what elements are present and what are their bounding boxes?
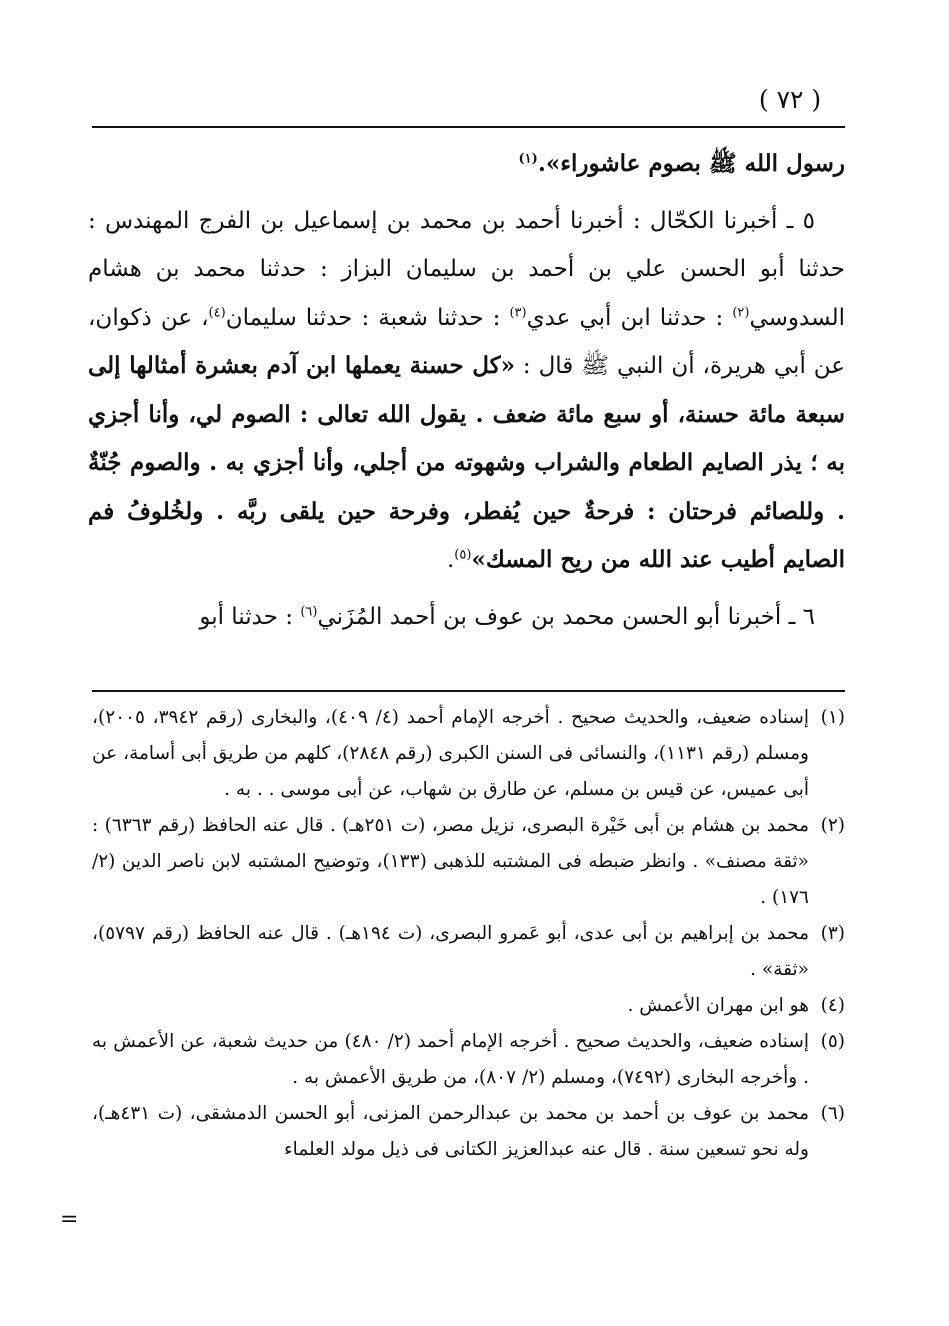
footnote-text: محمد بن هشام بن أبى خَيْرة البصرى، نزيل مصر، (ت ٢٥١هـ) . قال عنه الحافظ (رقم ٦٣٦٣) : «ثقة مصنف» . وانظر ضبطه فى المشتبه للذهبى (١٣٣)، وتوضيح المشتبه لابن ناصر الدين (٢/ ١٧٦) .: [92, 815, 809, 908]
hadith-5-isnad-d: ، عن ذكوان، عن أبي هريرة، أن النبي ﷺ قال :: [88, 304, 846, 379]
page-number: ( ٧٢ ): [758, 85, 822, 114]
hadith-5-matn: «كل حسنة يعملها ابن آدم بعشرة أمثالها إلى سبعة مائة حسنة، أو سبع مائة ضعف . يقول الله تعالى : الصوم لي، وأنا أجزي به ؛ يذر الصايم الطعام والشراب وشهوته من أجلي، وأنا أجزي به . والصوم جُنّةٌ . وللصائم فرحتان : فرحةٌ حين يُفطر، وفرحة حين يلقى ربَّه . ولخُلوفُ فم الصايم أطيب عند الله من ريح المسك»: [88, 352, 845, 573]
header-rule: [92, 126, 845, 128]
footnote-rule: [92, 690, 845, 692]
footnote-text: هو ابن مهران الأعمش .: [627, 995, 809, 1016]
footnote-ref-5: (٥): [454, 547, 472, 563]
footnote-ref-2: (٢): [732, 304, 750, 320]
hadith-5: ٥ ـ أخبرنا الكحّال : أخبرنا أحمد بن محمد بن إسماعيل بن الفرج المهندس : حدثنا أبو الحسن علي بن أحمد بن سليمان البزاز : حدثنا محمد بن هشام السدوسي$^{(٢)}$ : حدثنا ابن أبي عدي$^{(٣)}$ : حدثنا شعبة : حدثنا سليمان$^{(٤)}$، عن ذكوان، عن أبي هريرة، أن النبي ﷺ قال : «كل حسنة يعملها ابن آدم بعشرة أمثالها إلى سبعة مائة حسنة، أو سبع مائة ضعف . يقول الله تعالى : الصوم لي، وأنا أجزي به ؛ يذر الصايم الطعام والشراب وشهوته من أجلي، وأنا أجزي به . والصوم جُنّةٌ . وللصائم فرحتان : فرحةٌ حين يُفطر، وفرحة حين يلقى ربَّه . ولخُلوفُ فم الصايم أطيب عند الله من ريح المسك»$^{(٥)}$.: [88, 207, 846, 573]
footnote-text: محمد بن عوف بن أحمد بن محمد بن عبدالرحمن المزنى، أبو الحسن الدمشقى، (ت ٤٣١هـ)، وله نحو تسعين سنة . قال عنه عبدالعزيز الكتانى فى ذيل مولد العلماء: [92, 1103, 809, 1160]
footnote-6: [92, 1096, 845, 1168]
footnote-3: [92, 916, 845, 988]
main-line-0-text: رسول الله ﷺ بصوم عاشوراء».: [537, 150, 845, 177]
hadith-6: [88, 593, 845, 642]
footnote-number: (٥): [820, 1031, 845, 1052]
footnote-text: إسناده ضعيف، والحديث صحيح . أخرجه الإمام أحمد (٢/ ٤٨٠) من حديث شعبة، عن الأعمش به . وأخرجه البخارى (٧٤٩٢)، ومسلم (٢/ ٨٠٧)، من طريق الأعمش به .: [92, 1031, 809, 1088]
main-line-0: [88, 140, 845, 189]
footnote-ref-6: (٦): [300, 603, 318, 619]
footnote-text: إسناده ضعيف، والحديث صحيح . أخرجه الإمام أحمد (٤/ ٤٠٩)، والبخارى (رقم ٣٩٤٢، ٢٠٠٥)، ومسلم (رقم ١١٣١)، والنسائى فى السنن الكبرى (رقم ٢٨٤٨)، كلهم من طريق أبى أسامة، عن أبى عميس، عن قيس بن مسلم، عن طارق بن شهاب، عن أبى موسى . . به .: [92, 707, 809, 800]
continuation-mark: =: [60, 1207, 79, 1232]
footnote-5: [92, 1024, 845, 1096]
hadith-6-isnad-b: : حدثنا أبو: [199, 603, 301, 630]
footnote-text: محمد بن إبراهيم بن أبى عدى، أبو عَمرو البصرى، (ت ١٩٤هـ) . قال عنه الحافظ (رقم ٥٧٩٧)، «ثقة» .: [92, 923, 809, 980]
hadith-5-isnad-b: : حدثنا ابن أبي عدي: [526, 304, 733, 331]
footnote-number: (١): [820, 707, 845, 728]
footnote-number: (٢): [820, 815, 845, 836]
footnote-2: [92, 808, 845, 916]
footnote-4: [92, 988, 845, 1024]
footnote-1: [92, 700, 845, 808]
footnote-number: (٤): [820, 995, 845, 1016]
main-text: [88, 140, 845, 641]
footnotes: [92, 700, 845, 1168]
footnote-ref-3: (٣): [509, 304, 527, 320]
footnote-number: (٦): [820, 1103, 845, 1124]
hadith-6-isnad: ٦ ـ أخبرنا أبو الحسن محمد بن عوف بن أحمد المُزَني: [317, 603, 815, 630]
footnote-ref-4: (٤): [208, 304, 226, 320]
hadith-5-isnad-c: : حدثنا شعبة : حدثنا سليمان: [225, 304, 510, 331]
hadith-5-isnad: ٥ ـ أخبرنا الكحّال : أخبرنا أحمد بن محمد بن إسماعيل بن الفرج المهندس : حدثنا أبو الحسن علي بن أحمد بن سليمان البزاز : حدثنا محمد بن هشام السدوسي: [88, 207, 845, 331]
footnote-ref-1: (١): [518, 151, 538, 167]
footnote-number: (٣): [820, 923, 845, 944]
